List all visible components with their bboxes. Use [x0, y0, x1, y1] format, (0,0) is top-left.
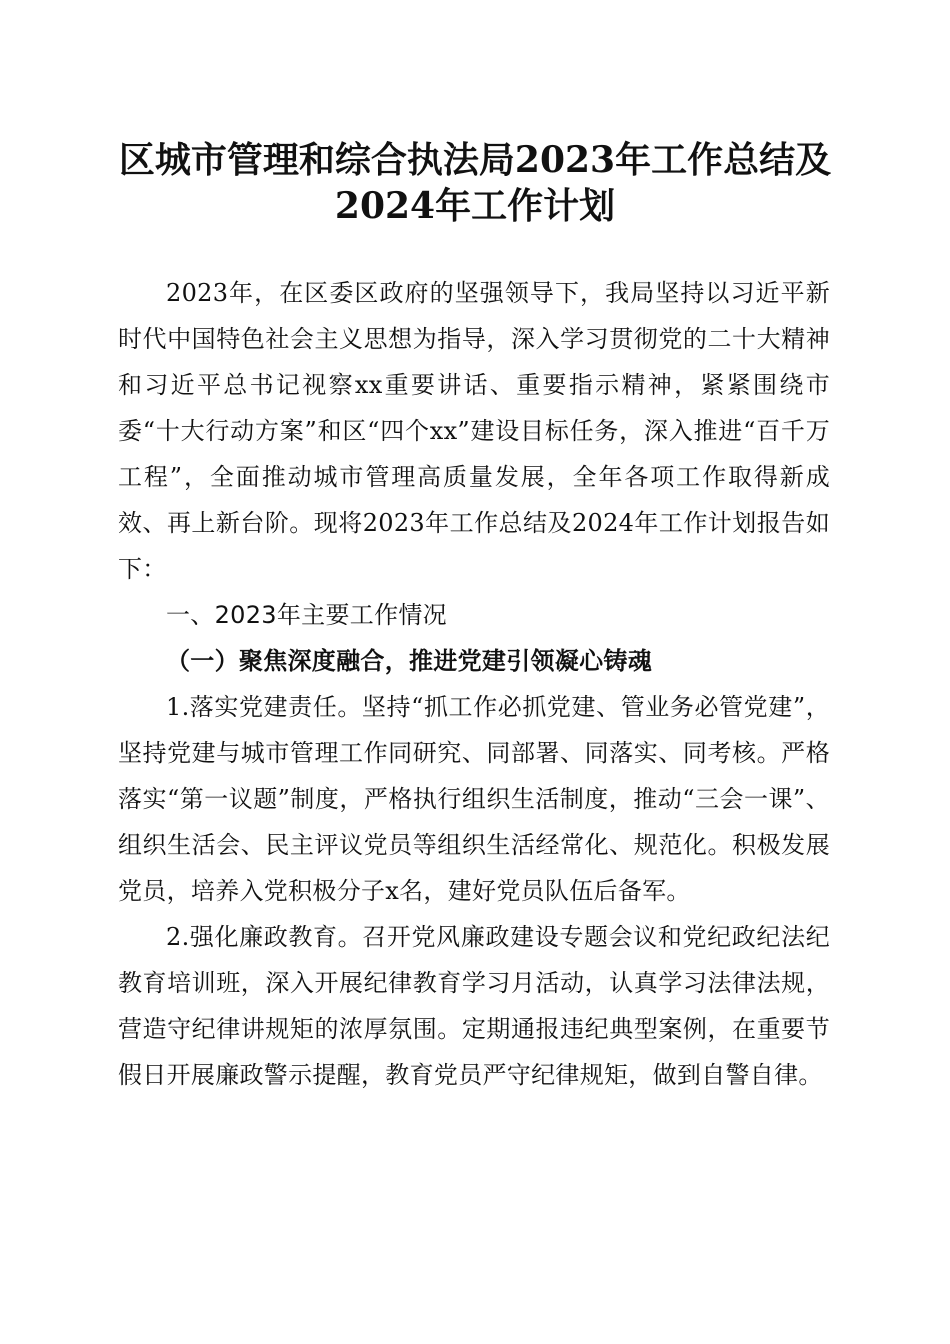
document-body [118, 270, 830, 1098]
document-title-line2: 2024年工作计划 [334, 185, 616, 227]
section-heading: 一、2023年主要工作情况 [166, 601, 447, 629]
intro-paragraph: 2023年，在区委区政府的坚强领导下，我局坚持以习近平新时代中国特色社会主义思想为指导，深入学习贯彻党的二十大精神和习近平总书记视察xx重要讲话、重要指示精神，紧紧围绕市委“十大行动方案”和区“四个xx”建设目标任务，深入推进“百千万工程”，全面推动城市管理高质量发展，全年各项工作取得新成效、再上新台阶。现将2023年工作总结及2024年工作计划报告如下： [118, 279, 830, 583]
document-title-line1: 区城市管理和综合执法局2023年工作总结及 [118, 139, 832, 181]
subsection-heading: （一）聚焦深度融合，推进党建引领凝心铸魂 [166, 646, 652, 675]
item-paragraph-2: 2.强化廉政教育。召开党风廉政建设专题会议和党纪政纪法纪教育培训班，深入开展纪律教育学习月活动，认真学习法律法规，营造守纪律讲规矩的浓厚氛围。定期通报违纪典型案例，在重要节假日开展廉政警示提醒，教育党员严守纪律规矩，做到自警自律。 [118, 923, 830, 1089]
item-paragraph-1: 1.落实党建责任。坚持“抓工作必抓党建、管业务必管党建”，坚持党建与城市管理工作同研究、同部署、同落实、同考核。严格落实“第一议题”制度，严格执行组织生活制度，推动“三会一课”、组织生活会、民主评议党员等组织生活经常化、规范化。积极发展党员，培养入党积极分子x名，建好党员队伍后备军。 [118, 693, 830, 905]
